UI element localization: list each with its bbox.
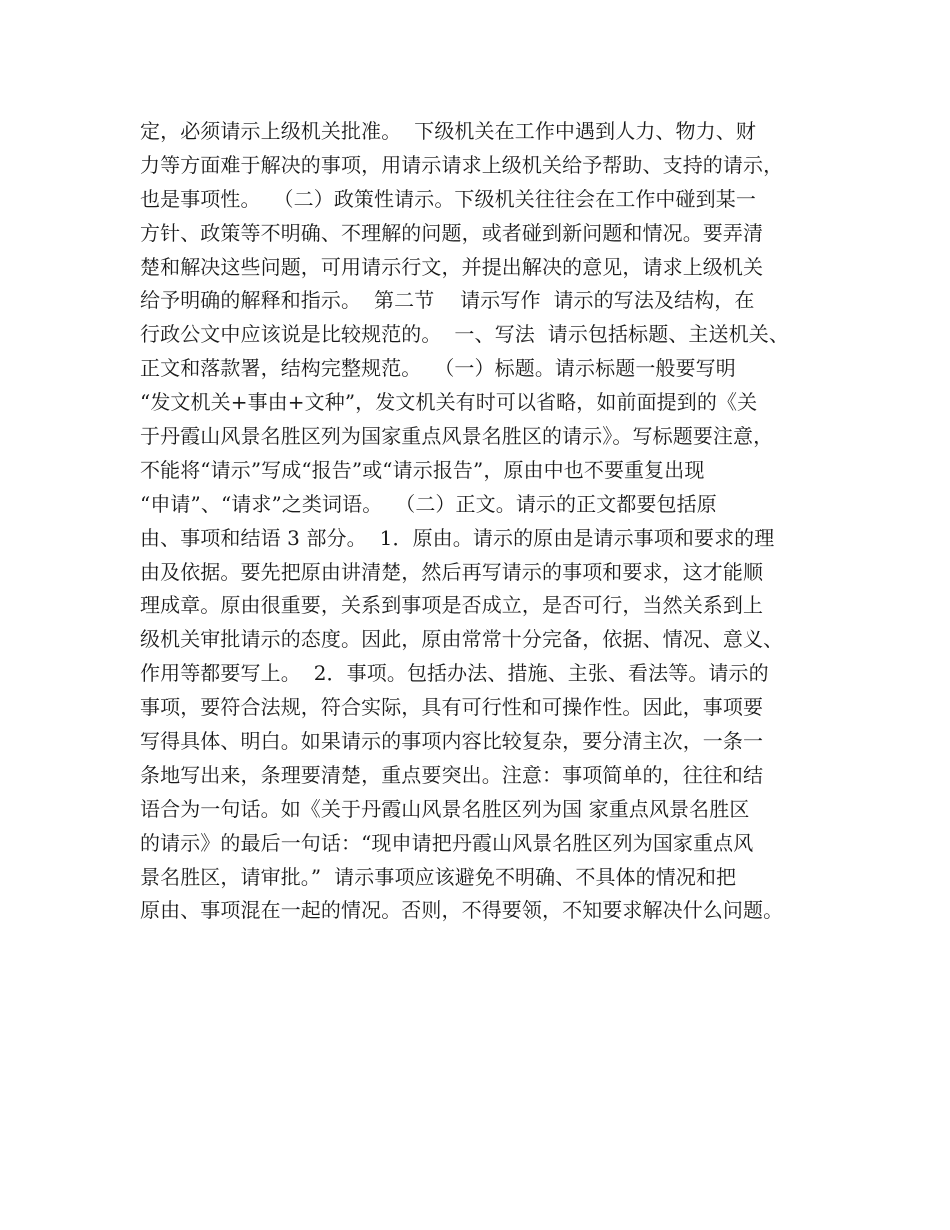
text-line: “发文机关+事由+文种”，发文机关有时可以省略，如前面提到的《关 — [140, 390, 758, 415]
text-line: 楚和解决这些问题，可用请示行文，并提出解决的意见，请求上级机关 — [140, 254, 764, 279]
body-text — [140, 115, 830, 928]
text-line: 给予明确的解释和指示。 第二节 请示写作 请示的写法及结构，在 — [140, 288, 755, 313]
text-line: 景名胜区，请审批。” 请示事项应该避免不明确、不具体的情况和把 — [140, 864, 737, 889]
text-line: 条地写出来，条理要清楚，重点要突出。注意：事项简单的，往往和结 — [140, 762, 764, 787]
text-line: 不能将“请示”写成“报告”或“请示报告”，原由中也不要重复出现 — [140, 457, 705, 482]
text-line: 语合为一句话。如《关于丹霞山风景名胜区列为国 家重点风景名胜区 — [140, 796, 750, 821]
text-line: 于丹霞山风景名胜区列为国家重点风景名胜区的请示》。写标题要注意， — [140, 424, 774, 449]
text-line: 正文和落款署，结构完整规范。 （一）标题。请示标题一般要写明 — [140, 356, 736, 381]
text-line: 的请示》的最后一句话：“现申请把丹霞山风景名胜区列为国家重点风 — [140, 830, 754, 855]
text-line: 由、事项和结语 3 部分。 1．原由。请示的原由是请示事项和要求的理 — [140, 525, 775, 550]
text-line: “申请”、“请求”之类词语。 （二）正文。请示的正文都要包括原 — [140, 491, 717, 516]
text-line: 事项，要符合法规，符合实际，具有可行性和可操作性。因此，事项要 — [140, 695, 764, 720]
text-line: 作用等都要写上。 2．事项。包括办法、措施、主张、看法等。请示的 — [140, 661, 769, 686]
text-line: 行政公文中应该说是比较规范的。 一、写法 请示包括标题、主送机关、 — [140, 322, 789, 347]
text-line: 也是事项性。 （二）政策性请示。下级机关往往会在工作中碰到某一 — [140, 186, 756, 211]
text-line: 原由、事项混在一起的情况。否则，不得要领，不知要求解决什么问题。 — [140, 898, 784, 923]
text-line: 理成章。原由很重要，关系到事项是否成立，是否可行，当然关系到上 — [140, 593, 764, 618]
text-line: 级机关审批请示的态度。因此，原由常常十分完备，依据、情况、意义、 — [140, 627, 784, 652]
text-line: 定，必须请示上级机关批准。 下级机关在工作中遇到人力、物力、财 — [140, 119, 756, 143]
text-line: 力等方面难于解决的事项，用请示请求上级机关给予帮助、支持的请示， — [140, 152, 784, 177]
text-line: 方针、政策等不明确、不理解的问题，或者碰到新问题和情况。要弄清 — [140, 220, 764, 245]
text-line: 由及依据。要先把原由讲清楚，然后再写请示的事项和要求，这才能顺 — [140, 559, 764, 584]
text-line: 写得具体、明白。如果请示的事项内容比较复杂，要分清主次，一条一 — [140, 729, 764, 754]
